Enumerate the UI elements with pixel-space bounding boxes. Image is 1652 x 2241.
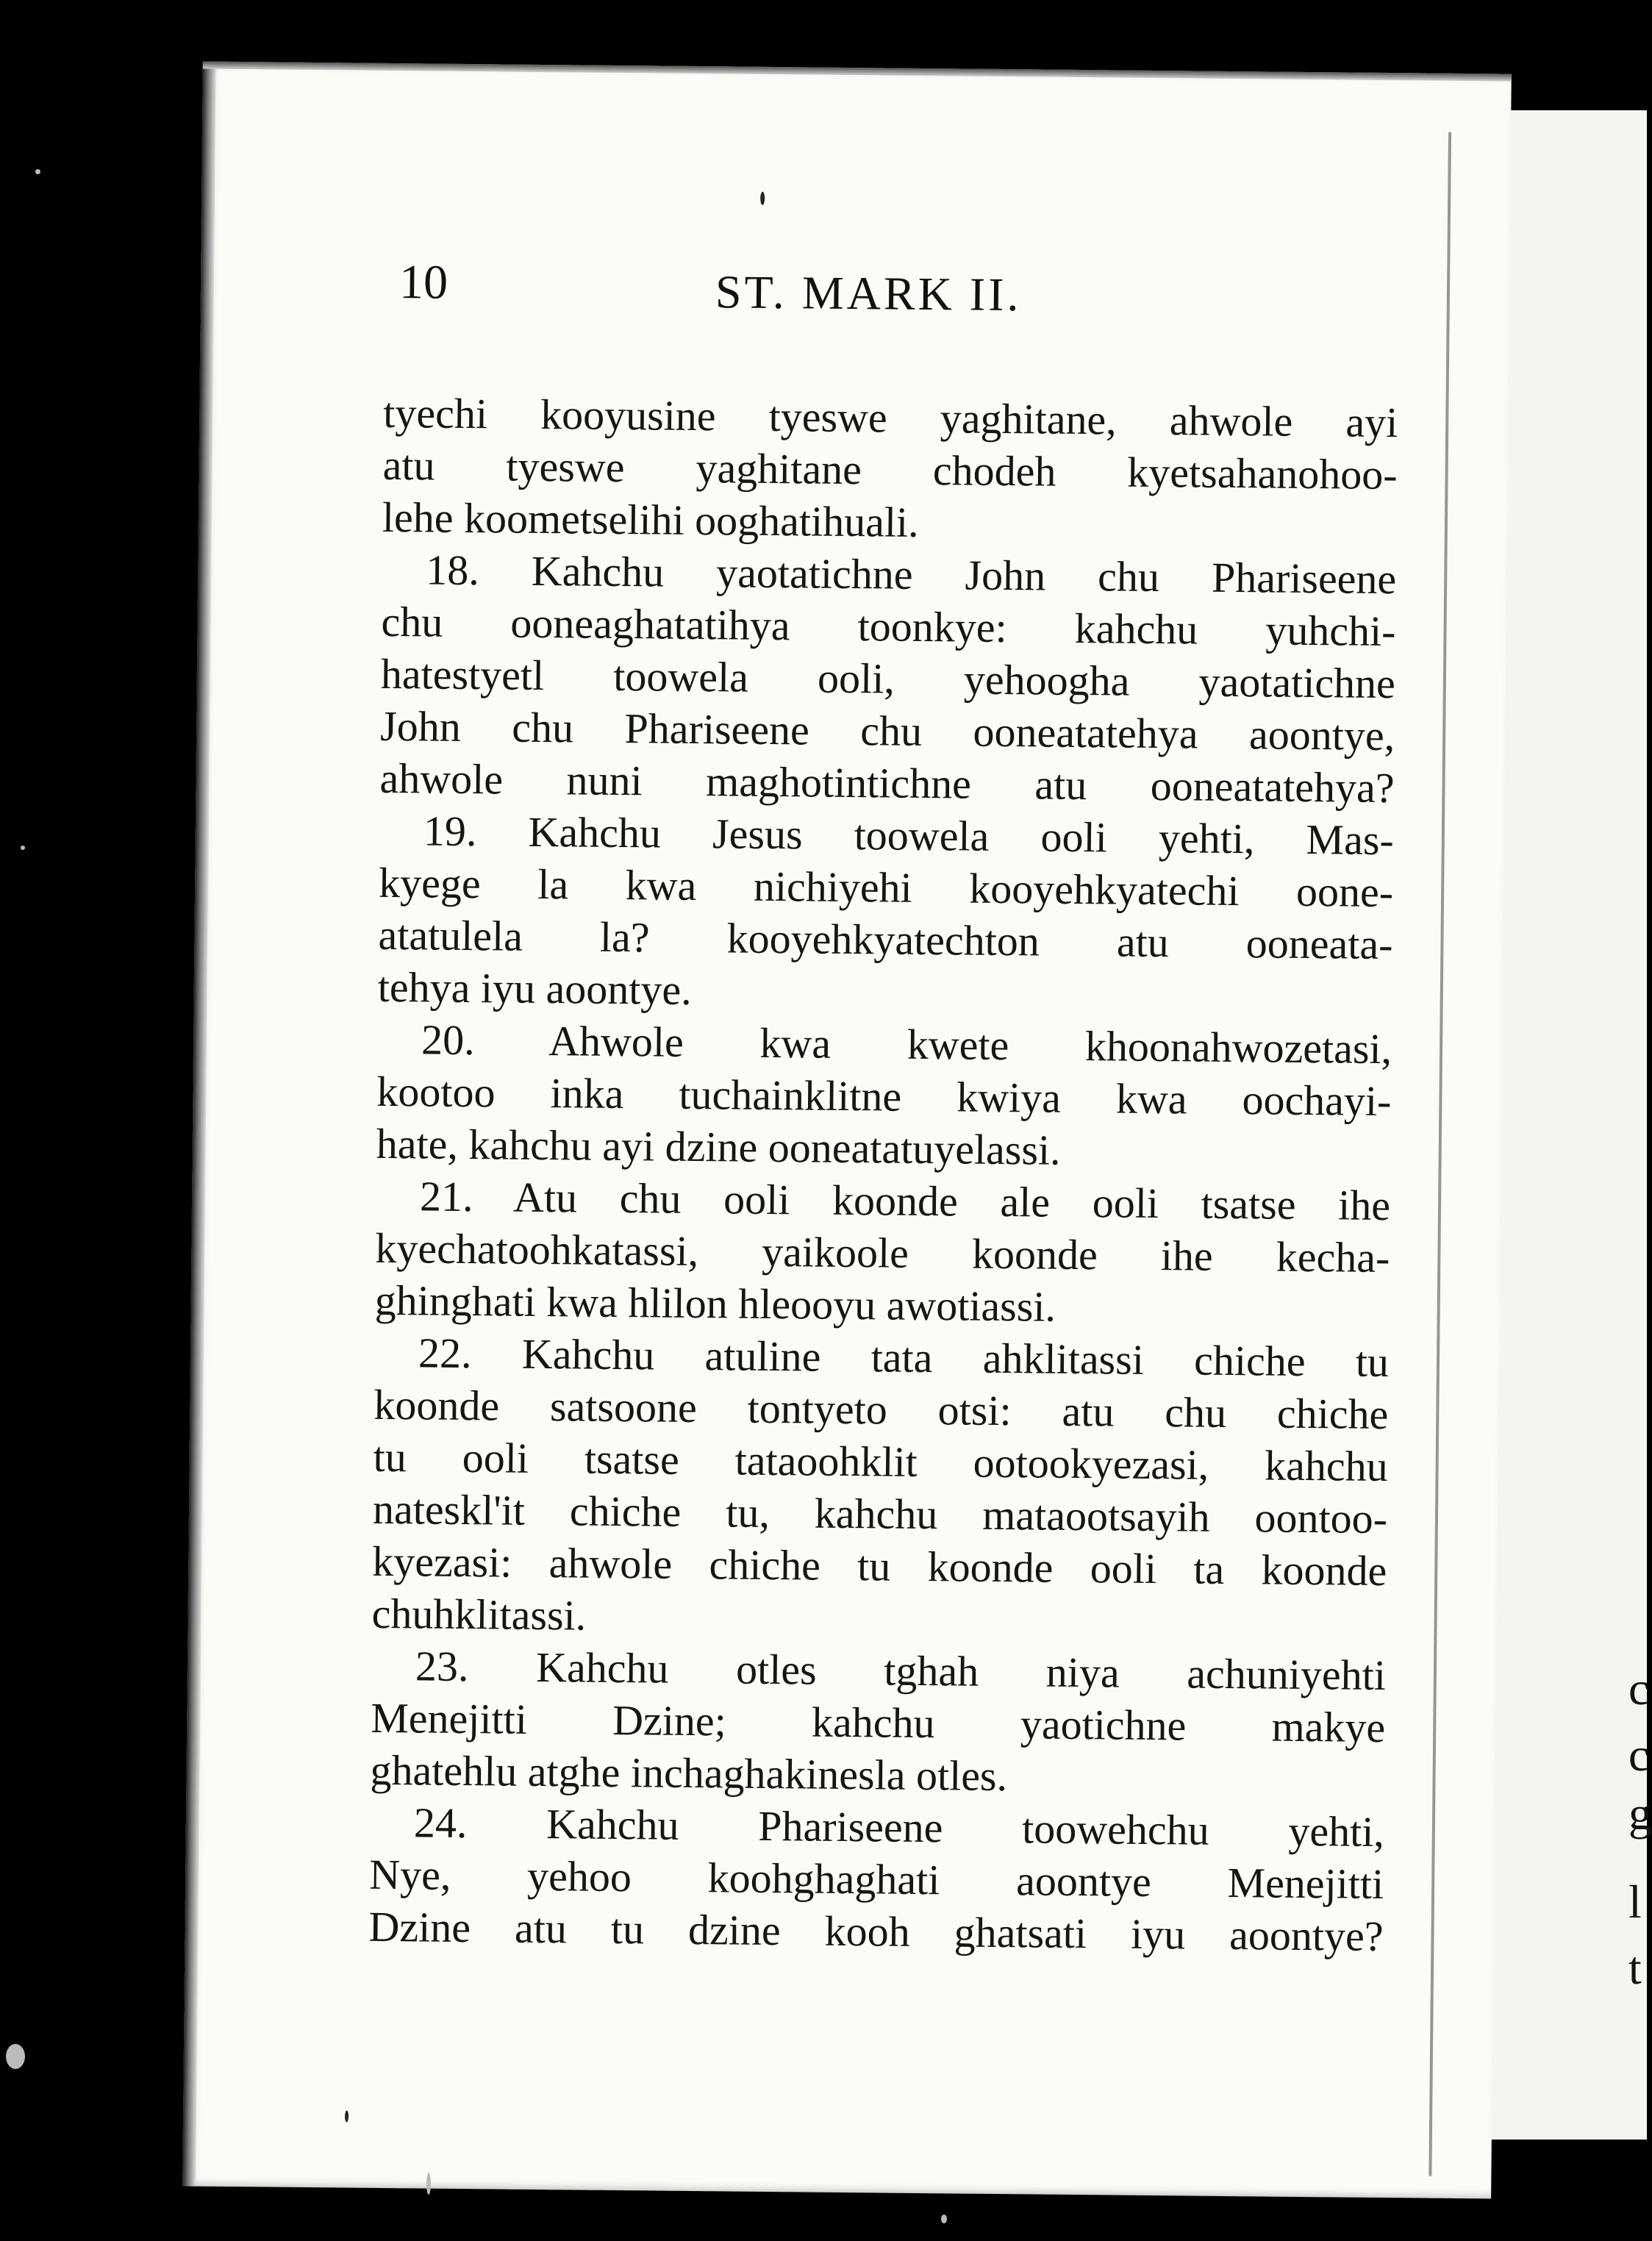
page-top-edge — [203, 62, 1512, 82]
print-speck — [345, 2111, 348, 2123]
adjacent-page-glyph: t — [1628, 1942, 1642, 1994]
verse-start-line: 18. Kahchu yaotatichne John chu Phariseene — [425, 546, 1397, 604]
text-line: kyechatoohkatassi, yaikoole koonde ihe kecha- — [375, 1223, 1390, 1282]
adjacent-page-glyph: g — [1628, 1787, 1652, 1840]
text-line: kootoo inka tuchainklitne kwiya kwa oochayi- — [376, 1067, 1392, 1126]
adjacent-page-glyph: c — [1628, 1662, 1650, 1715]
running-title: ST. MARK II. — [715, 265, 1022, 321]
text-line: John chu Phariseene chu ooneatatehya aoontye, — [379, 701, 1395, 760]
book-page — [182, 62, 1512, 2199]
text-line: atatulela la? kooyehkyatechton atu ooneata- — [378, 910, 1393, 969]
text-line: tehya iyu aoontye. — [377, 962, 692, 1014]
adjacent-page-glyph: c — [1628, 1729, 1650, 1781]
verse-start-line: 19. Kahchu Jesus toowela ooli yehti, Mas- — [423, 807, 1395, 865]
scan-speck — [35, 169, 40, 174]
verse-start-line: 20. Ahwole kwa kwete khoonahwozetasi, — [421, 1015, 1392, 1073]
page-number: 10 — [398, 255, 448, 310]
body-text — [368, 387, 1398, 1962]
verse-start-line: 21. Atu chu ooli koonde ale ooli tsatse ihe — [419, 1172, 1391, 1230]
text-line: kyezasi: ahwole chiche tu koonde ooli ta koonde — [372, 1537, 1387, 1595]
scan-speck — [21, 846, 25, 850]
text-line: atu tyeswe yaghitane chodeh kyetsahanohoo- — [382, 440, 1398, 499]
text-line: hatestyetl toowela ooli, yehoogha yaotatichne — [380, 649, 1396, 708]
text-line: Menejitti Dzine; kahchu yaotichne makye — [370, 1693, 1386, 1752]
text-line: Dzine atu tu dzine kooh ghatsati iyu aoontye? — [368, 1902, 1384, 1961]
text-line: ahwole nuni maghotintichne atu ooneatatehya? — [379, 754, 1395, 812]
text-line: chu ooneaghatatihya toonkye: kahchu yuhchi- — [381, 597, 1396, 656]
text-line: hate, kahchu ayi dzine ooneatatuyelassi. — [376, 1119, 1061, 1174]
text-line: chuhklitassi. — [371, 1589, 587, 1640]
scan-speck — [6, 2044, 25, 2069]
verse-start-line: 22. Kahchu atuline tata ahklitassi chiche tu — [418, 1329, 1390, 1387]
text-line: Nye, yehoo koohghaghati aoontye Menejitti — [368, 1850, 1384, 1909]
verse-start-line: 24. Kahchu Phariseene toowehchu yehti, — [413, 1798, 1385, 1856]
text-line: koonde satsoone tontyeto otsi: atu chu chiche — [373, 1380, 1389, 1439]
text-line: tyechi kooyusine tyeswe yaghitane, ahwole ayi — [383, 388, 1398, 447]
scan-speck — [941, 2215, 947, 2223]
gutter-shadow — [1428, 132, 1451, 2176]
scan-speck — [426, 2173, 431, 2195]
page-header — [398, 240, 1414, 352]
text-line: kyege la kwa nichiyehi kooyehkyatechi oone- — [378, 858, 1394, 917]
text-line: ghinghati kwa hlilon hleooyu awotiassi. — [374, 1276, 1056, 1331]
adjacent-page-glyph: l — [1628, 1876, 1642, 1928]
text-line: lehe koometselihi ooghatihuali. — [382, 493, 919, 546]
text-line: ghatehlu atghe inchaghakinesla otles. — [370, 1745, 1008, 1801]
verse-start-line: 23. Kahchu otles tghah niya achuniyehti — [415, 1642, 1387, 1700]
page-left-edge — [182, 62, 216, 2187]
text-line: nateskl'it chiche tu, kahchu mataootsayih oontoo- — [372, 1484, 1388, 1543]
text-line: tu ooli tsatse tataoohklit ootookyezasi, kahchu — [373, 1432, 1388, 1491]
print-speck — [760, 192, 765, 205]
